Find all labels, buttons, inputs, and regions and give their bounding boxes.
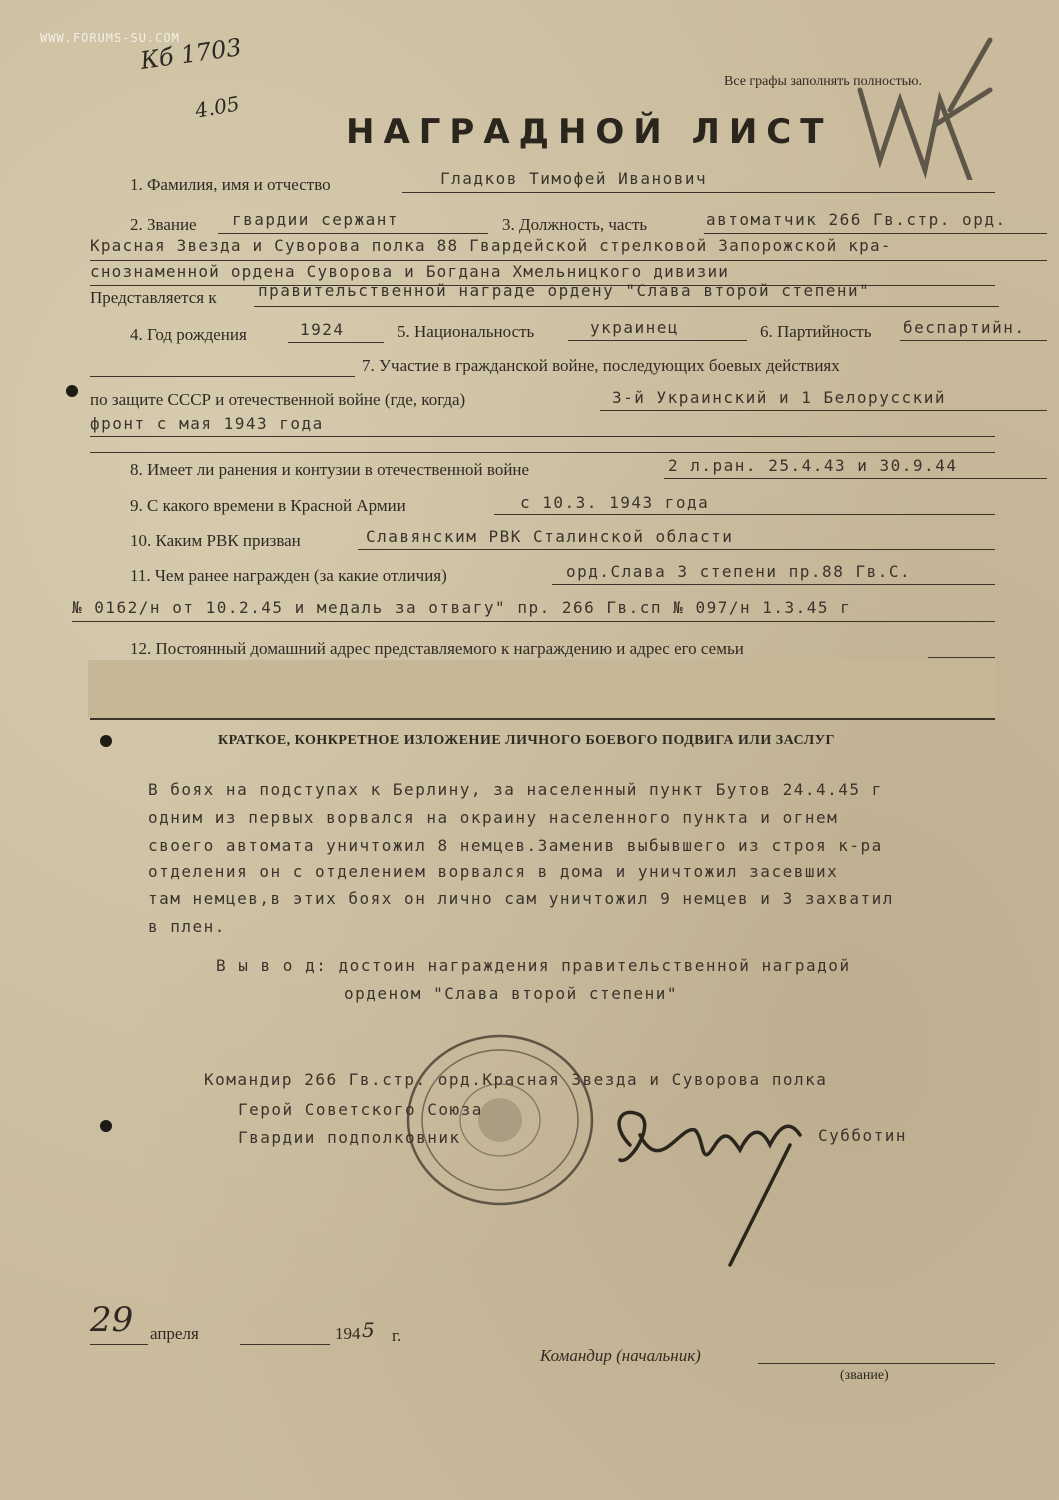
field-11-value: № 0162/н от 10.2.45 и медаль за отвагу" пр. 266 Гв.сп № 097/н 1.3.45 г xyxy=(72,598,852,617)
date-year: 194 xyxy=(335,1324,361,1343)
narrative-line: В боях на подступах к Берлину, за населенный пункт Бутов 24.4.45 г xyxy=(148,780,883,799)
field-11-value: орд.Слава 3 степени пр.88 Гв.С. xyxy=(566,562,912,581)
pencil-mark xyxy=(840,30,1020,180)
field-1-label: 1. Фамилия, имя и отчество xyxy=(130,175,331,194)
archive-mark: 4.05 xyxy=(193,91,242,123)
field-12-label: 12. Постоянный домашний адрес представляемого к награждению и адрес его семьи xyxy=(130,639,744,658)
field-8-label: 8. Имеет ли ранения и контузии в отечественной войне xyxy=(130,460,530,479)
narrative-line: там немцев,в этих боях он лично сам уничтожил 9 немцев и 3 захватил xyxy=(148,889,894,908)
field-8-value: 2 л.ран. 25.4.43 и 30.9.44 xyxy=(668,456,958,475)
narrative-line: одним из первых ворвался на окраину населенного пункта и огнем xyxy=(148,808,839,827)
conclusion-line: орденом "Слава второй степени" xyxy=(344,984,678,1003)
narrative-line: своего автомата уничтожил 8 немцев.Заменив выбывшего из строя к-ра xyxy=(148,836,883,855)
rank-label: (звание) xyxy=(840,1368,889,1383)
date-g: г. xyxy=(392,1326,402,1345)
signature-line: Герой Советского Союза xyxy=(238,1100,483,1119)
punch-hole xyxy=(66,385,78,397)
field-5-value: украинец xyxy=(590,318,680,337)
field-2-label: 2. Звание xyxy=(130,215,197,234)
presented-label: Представляется к xyxy=(90,288,217,307)
field-4-value: 1924 xyxy=(300,320,345,339)
signer-name: Субботин xyxy=(818,1126,908,1145)
field-7-value: 3-й Украинский и 1 Белорусский xyxy=(612,388,946,407)
redacted-address xyxy=(88,660,996,718)
field-9-value: с 10.3. 1943 года xyxy=(520,493,710,512)
punch-hole xyxy=(100,1120,112,1132)
punch-hole xyxy=(100,735,112,747)
field-11-label: 11. Чем ранее награжден (за какие отличия) xyxy=(130,566,447,585)
field-9-label: 9. С какого времени в Красной Армии xyxy=(130,496,406,515)
date-day: 29 xyxy=(90,1300,134,1340)
field-7-value: фронт с мая 1943 года xyxy=(90,414,324,433)
field-6-label: 6. Партийность xyxy=(760,322,872,341)
field-2-value: гвардии сержант xyxy=(232,210,399,229)
page-title: НАГРАДНОЙ ЛИСТ xyxy=(346,112,833,152)
field-3-value: автоматчик 266 Гв.стр. орд. xyxy=(706,210,1007,229)
instruction: Все графы заполнять полностью. xyxy=(724,74,922,89)
field-4-label: 4. Год рождения xyxy=(130,325,247,344)
watermark: WWW.FORUMS-SU.COM xyxy=(40,31,180,45)
narrative-line: в плен. xyxy=(148,917,226,936)
field-3-value: Красная Звезда и Суворова полка 88 Гвардейской стрелковой Запорожской кра- xyxy=(90,236,892,255)
field-5-label: 5. Национальность xyxy=(397,322,535,341)
narrative-line: отделения он с отделением ворвался в дома и уничтожил засевших xyxy=(148,862,839,881)
field-7-label: 7. Участие в гражданской войне, последующих боевых действиях xyxy=(362,356,840,375)
field-10-value: Славянским РВК Сталинской области xyxy=(366,527,734,546)
field-10-label: 10. Каким РВК призван xyxy=(130,531,301,550)
field-7-label: по защите СССР и отечественной войне (где, когда) xyxy=(90,390,466,409)
date-year-digit: 5 xyxy=(362,1318,375,1342)
signature-line: Гвардии подполковник xyxy=(238,1128,461,1147)
signature-line: Командир 266 Гв.стр. орд.Красная Звезда и Суворова полка xyxy=(204,1070,828,1089)
archive-mark: Кб 1703 xyxy=(138,33,244,75)
handwritten-signature xyxy=(600,1085,840,1275)
date-month: апреля xyxy=(150,1324,199,1343)
field-6-value: беспартийн. xyxy=(903,318,1026,337)
field-1-value: Гладков Тимофей Иванович xyxy=(440,169,708,188)
official-stamp xyxy=(400,1030,600,1210)
section-title: КРАТКОЕ, КОНКРЕТНОЕ ИЗЛОЖЕНИЕ ЛИЧНОГО БОЕВОГО ПОДВИГА ИЛИ ЗАСЛУГ xyxy=(218,733,835,748)
presented-value: правительственной награде ордену "Слава второй степени" xyxy=(258,281,871,300)
conclusion-line: В ы в о д: достоин награждения правительственной наградой xyxy=(216,956,851,975)
field-3-label: 3. Должность, часть xyxy=(502,215,648,234)
field-3-value: снознаменной ордена Суворова и Богдана Хмельницкого дивизии xyxy=(90,262,730,281)
commander-label: Командир (начальник) xyxy=(540,1346,701,1365)
